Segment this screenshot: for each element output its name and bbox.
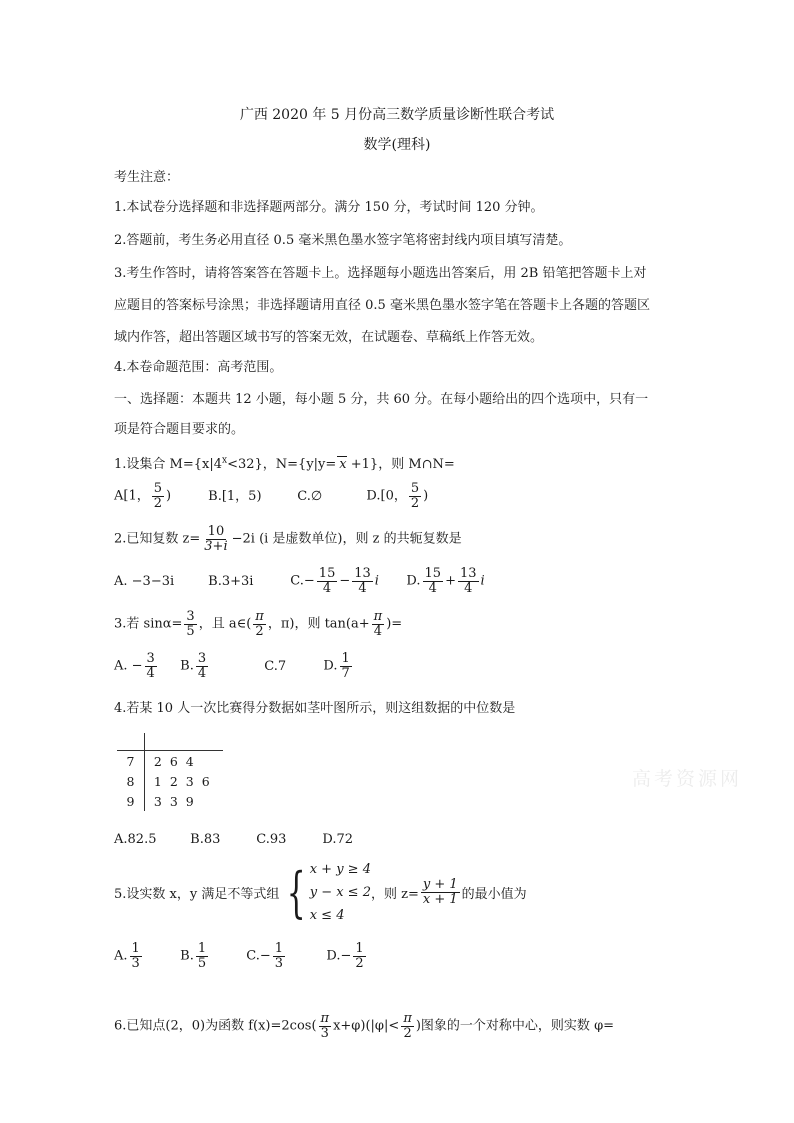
option-a[interactable]: A. −3−3i xyxy=(114,573,175,589)
option-d[interactable]: D.[0， $\frac{5}{2}$ ) xyxy=(366,481,429,511)
option-b[interactable]: B.3+3i xyxy=(208,573,254,589)
option-a[interactable]: A.82.5 xyxy=(114,832,157,847)
question-2: 2.已知复数 z= $\frac{10}{3+i}$ −2i (i 是虚数单位)，则 z 的共轭复数是 xyxy=(114,524,462,554)
inequality-system: { x + y ≥ 4 y − x ≤ 2 x ≤ 4 xyxy=(287,860,371,924)
watermark: 高考资源网 xyxy=(632,768,743,790)
question-2-options xyxy=(114,567,485,595)
notice-item-3: 3.考生作答时，请将答案答在答题卡上。选择题每小题选出答案后，用 2B 铅笔把答题卡上对 xyxy=(114,266,647,281)
question-4-options xyxy=(114,832,353,847)
notice-item-3-cont2: 域内作答，超出答题区域书写的答案无效，在试题卷、草稿纸上作答无效。 xyxy=(114,330,544,345)
option-b[interactable]: B. $\frac{1}{5}$ xyxy=(180,941,207,971)
option-d[interactable]: D.72 xyxy=(322,832,354,847)
notice-item-1: 1.本试卷分选择题和非选择题两部分。满分 150 分，考试时间 120 分钟。 xyxy=(114,200,544,215)
stem-value: 9 xyxy=(117,791,144,811)
notice-item-3-cont: 应题目的答案标号涂黑；非选择题请用直径 0.5 毫米黑色墨水签字笔在答题卡上各题的答题区 xyxy=(114,298,650,313)
option-a[interactable]: A. $\frac{1}{3}$ xyxy=(114,941,140,971)
question-1: 1.设集合 $M=\{x|4^x<32\}$，N={y|y= x +1}，则 M∩N= xyxy=(114,455,455,472)
option-c[interactable]: C.∅ xyxy=(297,488,323,504)
notice-item-4: 4.本卷命题范围：高考范围。 xyxy=(114,360,283,375)
exam-title: 广西 2020 年 5 月份高三数学质量诊断性联合考试 xyxy=(239,107,555,123)
question-5: 5.设实数 x，y 满足不等式组 { x + y ≥ 4 y − x ≤ 2 x ≤ 4 ，则 z= $\frac{y + 1}{x + 1}$ 的最小值为 xyxy=(114,858,527,927)
notice-heading: 考生注意： xyxy=(114,170,180,185)
option-b[interactable]: B. $\frac{3}{4}$ xyxy=(180,651,207,681)
question-1-options xyxy=(114,482,428,510)
option-a[interactable]: A. − $\frac{3}{4}$ xyxy=(114,651,155,681)
exam-subtitle: 数学(理科) xyxy=(363,137,431,153)
stem-row xyxy=(117,791,223,811)
stem-leaf-plot xyxy=(117,733,223,813)
option-d[interactable]: D. $\frac{1}{7}$ xyxy=(323,651,350,681)
stem-header-row xyxy=(117,733,223,751)
stem-row xyxy=(117,751,223,772)
option-c[interactable]: C.7 xyxy=(264,658,287,674)
section-intro-1: 一、选择题：本题共 12 小题，每小题 5 分，共 60 分。在每小题给出的四个选项中，只有一 xyxy=(114,392,649,407)
stem-value: 7 xyxy=(117,751,144,772)
option-d[interactable]: D. $\frac{15}{4}$ + $\frac{13}{4}$ i xyxy=(406,566,485,596)
option-c[interactable]: C.93 xyxy=(256,832,287,847)
question-3-options xyxy=(114,652,354,680)
leaf-values: 264 xyxy=(153,753,202,769)
question-3: 3.若 sinα= $\frac{3}{5}$ ，且 a∈( $\frac{\pi}{2}$ ，π)，则 tan(a+ $\frac{\pi}{4}$ )= xyxy=(114,609,403,639)
question-4: 4.若某 10 人一次比赛得分数据如茎叶图所示，则这组数据的中位数是 xyxy=(114,701,516,716)
option-d[interactable]: D.− $\frac{1}{2}$ xyxy=(326,941,364,971)
option-a[interactable]: A[1， $\frac{5}{2}$ ) xyxy=(114,481,172,511)
leaf-values: 339 xyxy=(153,793,202,809)
question-6: 6.已知点(2，0)为函数 f(x)=2cos( $\frac{\pi}{3}$ x+φ)(|φ|< $\frac{\pi}{2}$ )图象的一个对称中心，则实数 φ= xyxy=(114,1011,615,1041)
option-b[interactable]: B.[1，5) xyxy=(208,488,262,504)
option-c[interactable]: C.− $\frac{1}{3}$ xyxy=(246,941,284,971)
option-c[interactable]: C.− $\frac{15}{4}$ − $\frac{13}{4}$ i xyxy=(290,566,379,596)
section-intro-2: 项是符合题目要求的。 xyxy=(114,422,245,437)
notice-item-2: 2.答题前，考生务必用直径 0.5 毫米黑色墨水签字笔将密封线内项目填写清楚。 xyxy=(114,233,572,248)
question-5-options xyxy=(114,942,368,970)
option-b[interactable]: B.83 xyxy=(190,832,221,847)
stem-value: 8 xyxy=(117,771,144,791)
leaf-values: 1236 xyxy=(153,773,218,789)
stem-row xyxy=(117,771,223,791)
